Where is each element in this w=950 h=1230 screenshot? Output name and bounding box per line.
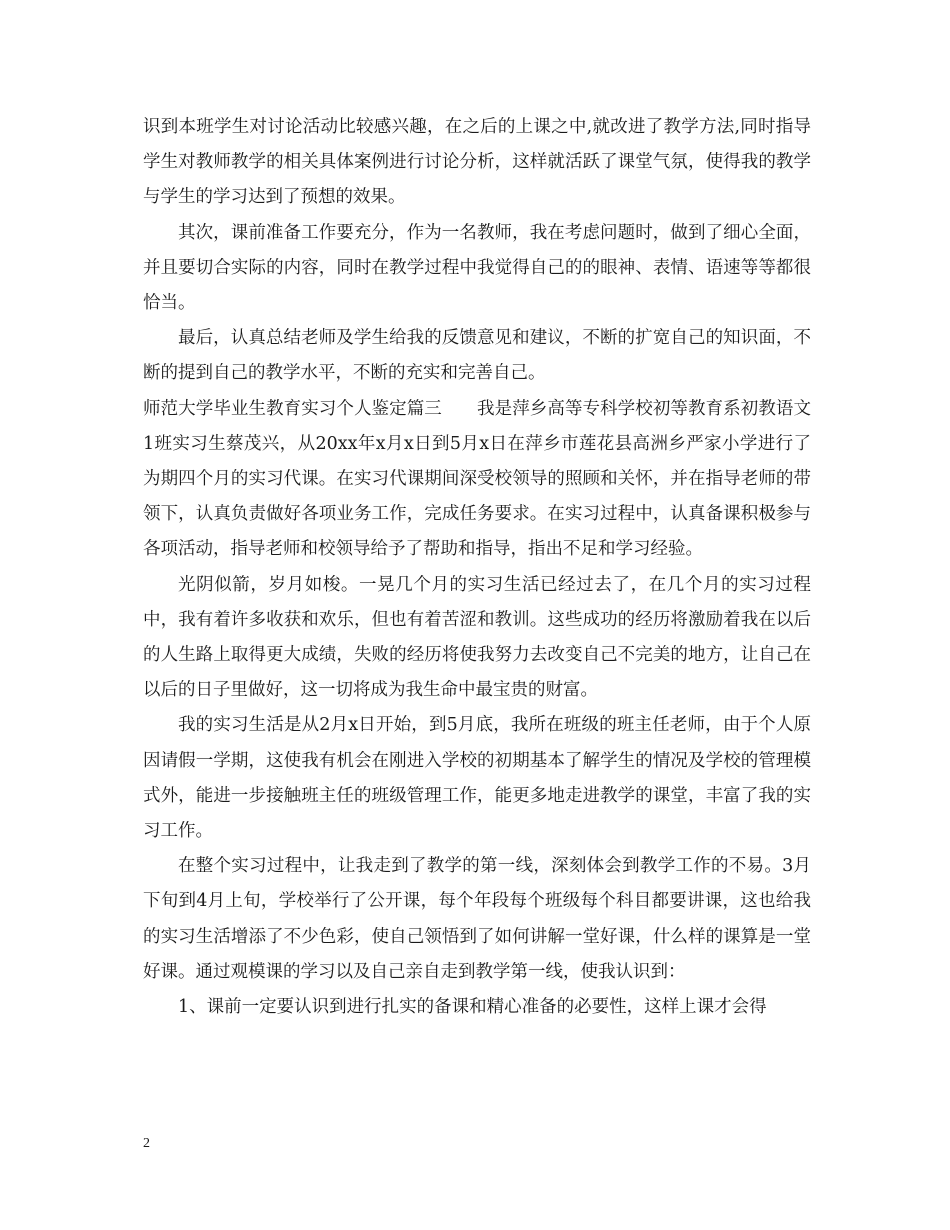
paragraph-1: 识到本班学生对讨论活动比较感兴趣，在之后的上课之中,就改进了教学方法,同时指导学生对教师教学的相关具体案例进行讨论分析，这样就活跃了课堂气氛，使得我的教学与学生的学习达到了预想的效果。 xyxy=(143,117,811,208)
paragraph-7: 在整个实习过程中，让我走到了教学的第一线，深刻体会到教学工作的不易。3月下旬到4月上旬，学校举行了公开课，每个年段每个班级每个科目都要讲课，这也给我的实习生活增添了不少色彩，使自己领悟到了如何讲解一堂好课，什么样的课算是一堂好课。通过观模课的学习以及自己亲自走到教学第一线，使我认识到： xyxy=(143,856,811,982)
paragraph-6: 我的实习生活是从2月x日开始，到5月底，我所在班级的班主任老师，由于个人原因请假一学期，这使我有机会在刚进入学校的初期基本了解学生的情况及学校的管理模式外，能进一步接触班主任的班级管理工作，能更多地走进教学的课堂，丰富了我的实习工作。 xyxy=(143,715,811,842)
paragraph-3: 最后，认真总结老师及学生给我的反馈意见和建议，不断的扩宽自己的知识面，不断的提到自己的教学水平，不断的充实和完善自己。 xyxy=(143,328,811,384)
paragraph-2: 其次，课前准备工作要充分，作为一名教师，我在考虑问题时，做到了细心全面，并且要切合实际的内容，同时在教学过程中我觉得自己的的眼神、表情、语速等等都很恰当。 xyxy=(143,222,811,314)
paragraph-5: 光阴似箭，岁月如梭。一晃几个月的实习生活已经过去了，在几个月的实习过程中，我有着许多收获和欢乐，但也有着苦涩和教训。这些成功的经历将激励着我在以后的人生路上取得更大成绩，失败的经历将使我努力去改变自己不完美的地方，让自己在以后的日子里做好，这一切将成为我生命中最宝贵的财富。 xyxy=(143,574,811,701)
page-number: 2 xyxy=(143,1136,150,1151)
document-body xyxy=(143,110,811,1025)
paragraph-8: 1、课前一定要认识到进行扎实的备课和精心准备的必要性，这样上课才会得 xyxy=(178,997,767,1018)
paragraph-4-section-heading: 师范大学毕业生教育实习个人鉴定篇三 我是萍乡高等专科学校初等教育系初教语文1班实习生蔡茂兴，从20xx年x月x日到5月x日在萍乡市莲花县高洲乡严家小学进行了为期四个月的实习代课。在实习代课期间深受校领导的照顾和关怀，并在指导老师的带领下，认真负责做好各项业务工作，完成任务要求。在实习过程中，认真备课积极参与各项活动，指导老师和校领导给予了帮助和指导，指出不足和学习经验。 xyxy=(143,398,811,560)
